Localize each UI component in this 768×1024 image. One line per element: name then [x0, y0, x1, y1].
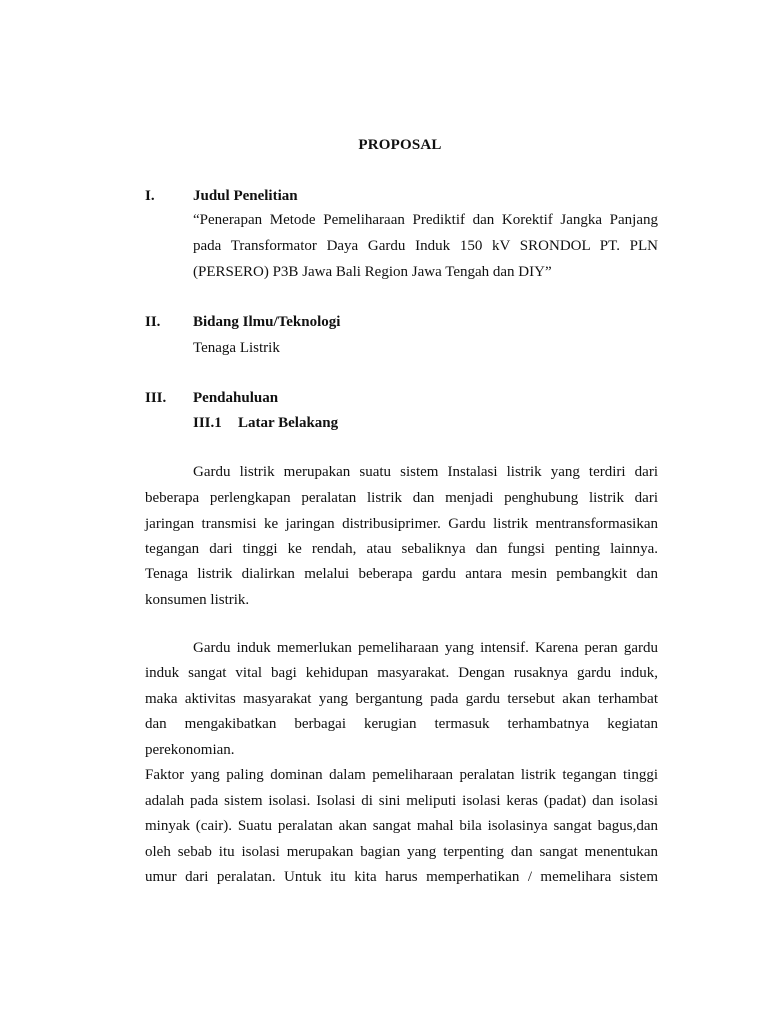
- paragraph-line: tegangan dari tinggi ke rendah, atau sebaliknya dan fungsi penting lainnya.: [145, 541, 658, 557]
- section-1-heading: Judul Penelitian: [193, 188, 298, 204]
- section-2-number: II.: [145, 314, 161, 330]
- paragraph-line: Tenaga listrik dialirkan melalui beberapa gardu antara mesin pembangkit dan: [145, 566, 658, 582]
- section-2-line: Tenaga Listrik: [193, 340, 280, 356]
- paragraph-line: oleh sebab itu isolasi merupakan bagian yang terpenting dan sangat menentukan: [145, 844, 658, 860]
- section-1-line: pada Transformator Daya Gardu Induk 150 kV SRONDOL PT. PLN: [193, 238, 658, 254]
- paragraph-line: Gardu induk memerlukan pemeliharaan yang intensif. Karena peran gardu: [193, 640, 658, 656]
- paragraph-line: umur dari peralatan. Untuk itu kita harus memperhatikan / memelihara sistem: [145, 869, 658, 885]
- section-3-heading: Pendahuluan: [193, 390, 279, 406]
- paragraph-line: maka aktivitas masyarakat yang bergantung pada gardu tersebut akan terhambat: [145, 691, 658, 707]
- paragraph-line: perekonomian.: [145, 742, 235, 758]
- paragraph-line: konsumen listrik.: [145, 592, 250, 608]
- subsection-number: III.1: [193, 415, 222, 431]
- paragraph-line: induk sangat vital bagi kehidupan masyarakat. Dengan rusaknya gardu induk,: [145, 665, 658, 681]
- paragraph-line: minyak (cair). Suatu peralatan akan sangat mahal bila isolasinya sangat bagus,dan: [145, 818, 658, 834]
- paragraph-line: adalah pada sistem isolasi. Isolasi di sini meliputi isolasi keras (padat) dan isolasi: [145, 793, 658, 809]
- paragraph-line: dan mengakibatkan berbagai kerugian termasuk terhambatnya kegiatan: [145, 716, 658, 732]
- paragraph-line: jaringan transmisi ke jaringan distribusiprimer. Gardu listrik mentransformasikan: [145, 516, 658, 532]
- document-title: PROPOSAL: [358, 137, 442, 153]
- paragraph-line: beberapa perlengkapan peralatan listrik dan menjadi penghubung listrik dari: [145, 490, 658, 506]
- section-1-number: I.: [145, 188, 155, 204]
- paragraph-line: Gardu listrik merupakan suatu sistem Instalasi listrik yang terdiri dari: [193, 464, 658, 480]
- subsection-heading: Latar Belakang: [238, 415, 339, 431]
- section-1-line: “Penerapan Metode Pemeliharaan Prediktif dan Korektif Jangka Panjang: [193, 212, 658, 228]
- section-2-heading: Bidang Ilmu/Teknologi: [193, 314, 341, 330]
- section-1-line: (PERSERO) P3B Jawa Bali Region Jawa Tengah dan DIY”: [193, 264, 552, 280]
- paragraph-line: Faktor yang paling dominan dalam pemeliharaan peralatan listrik tegangan tinggi: [145, 767, 658, 783]
- section-3-number: III.: [145, 390, 167, 406]
